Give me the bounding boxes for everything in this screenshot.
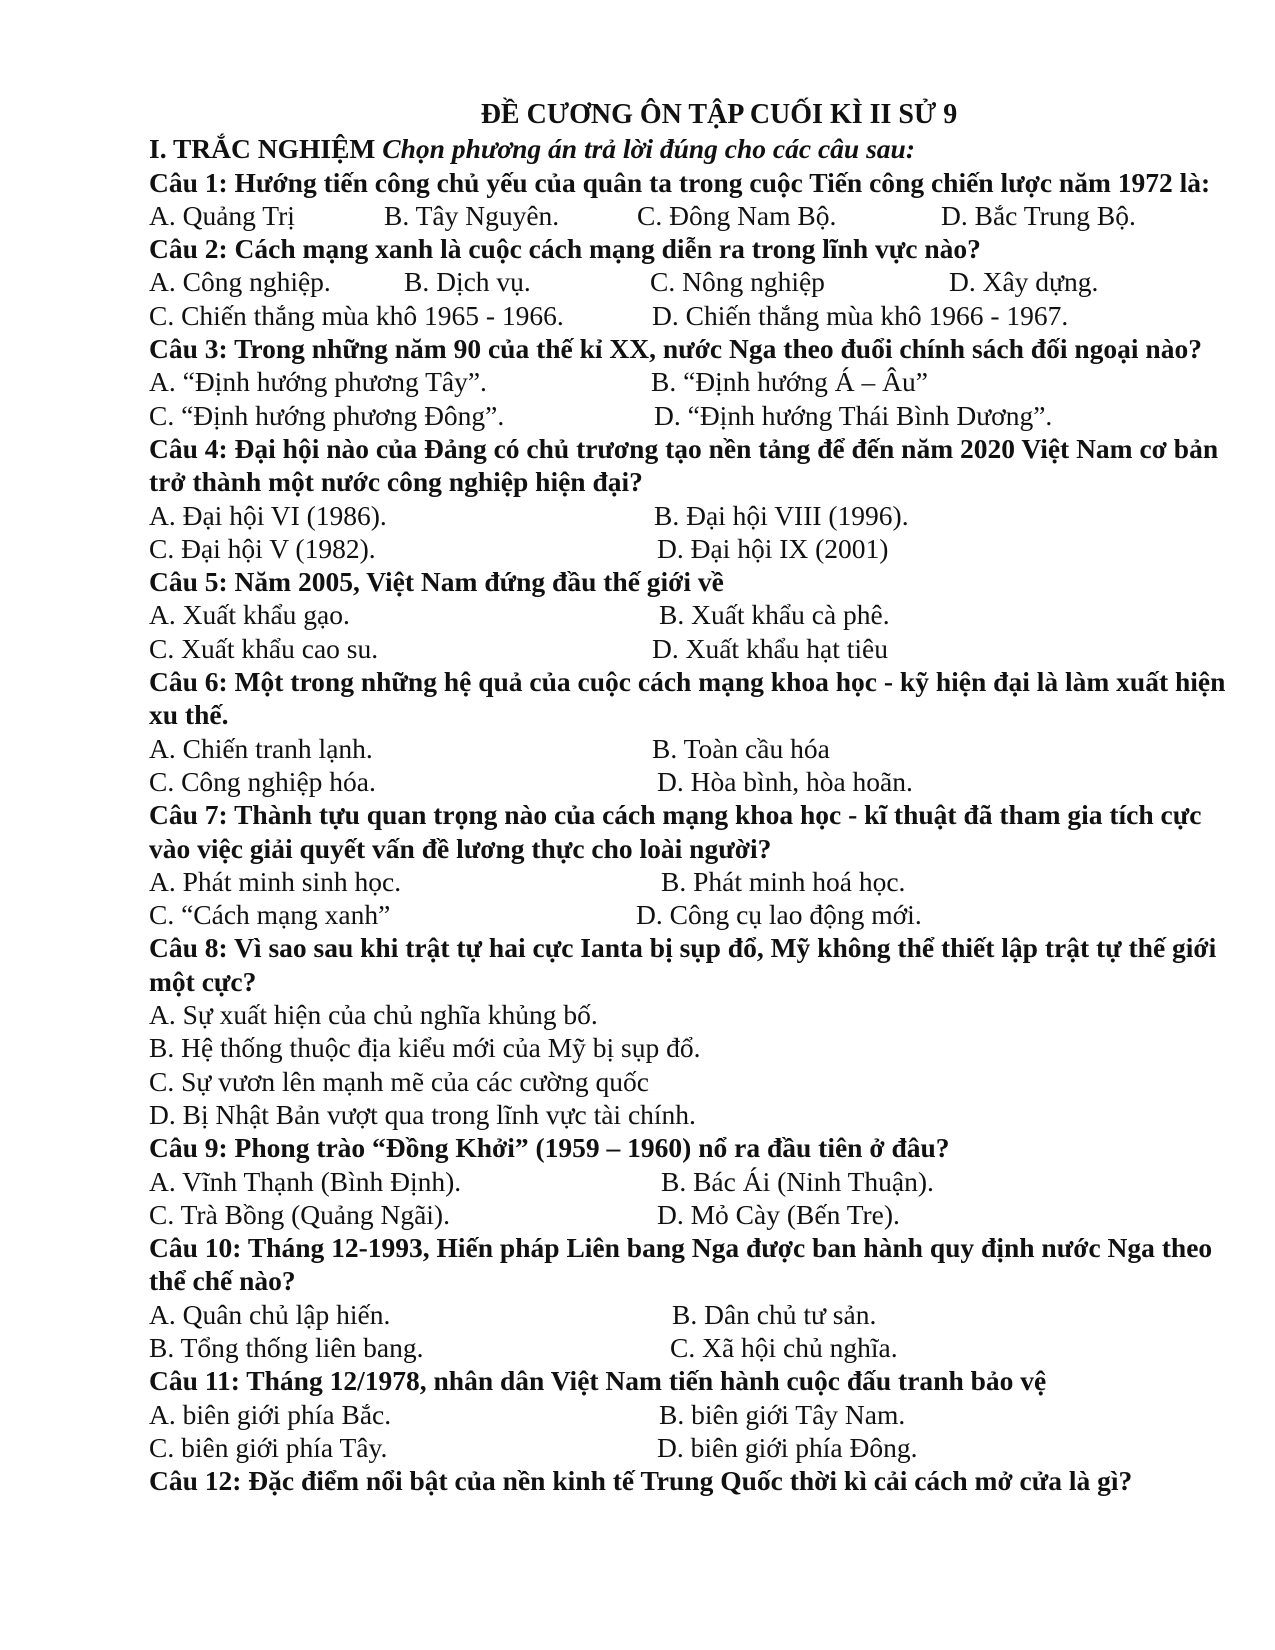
options-row — [149, 898, 1229, 931]
option: C. “Định hướng phương Đông”. — [149, 399, 505, 431]
option: B. Dân chủ tư sản. — [672, 1298, 877, 1330]
option: C. “Cách mạng xanh” — [149, 899, 391, 931]
options-row — [149, 265, 1229, 298]
option: B. Bác Ái (Ninh Thuận). — [661, 1165, 934, 1197]
option: B. Dịch vụ. — [404, 266, 531, 298]
option: D. Bắc Trung Bộ. — [941, 199, 1136, 231]
option: D. biên giới phía Đông. — [657, 1431, 918, 1463]
option: C. Nông nghiệp — [650, 266, 825, 298]
option: A. Quân chủ lập hiến. — [149, 1298, 391, 1330]
option: B. Tổng thống liên bang. — [149, 1331, 424, 1363]
options-row — [149, 1165, 1229, 1198]
options-row — [149, 199, 1229, 232]
question-7: Câu 7: Thành tựu quan trọng nào của cách mạng khoa học - kĩ thuật đã tham gia tích cực vào việc giải quyết vấn đề lương thực cho loài người? — [149, 799, 1202, 864]
option: C. Sự vươn lên mạnh mẽ của các cường quốc — [149, 1065, 649, 1097]
option: A. Chiến tranh lạnh. — [149, 732, 373, 764]
document-title: ĐỀ CƯƠNG ÔN TẬP CUỐI KÌ II SỬ 9 — [480, 99, 958, 130]
option: A. Vĩnh Thạnh (Bình Định). — [149, 1165, 462, 1197]
question-6: Câu 6: Một trong những hệ quả của cuộc cách mạng khoa học - kỹ hiện đại là làm xuất hiện xu thế. — [149, 666, 1226, 731]
option: D. Đại hội IX (2001) — [657, 532, 889, 564]
option: B. biên giới Tây Nam. — [659, 1398, 906, 1430]
option: A. Xuất khẩu gạo. — [149, 599, 350, 631]
section-instruction: Chọn phương án trả lời đúng cho các câu sau: — [382, 133, 915, 165]
option: D. Hòa bình, hòa hoãn. — [657, 765, 913, 797]
option: A. Quảng Trị — [149, 199, 295, 231]
question-9: Câu 9: Phong trào “Đồng Khởi” (1959 – 1960) nổ ra đầu tiên ở đâu? — [149, 1132, 950, 1164]
options-row — [149, 365, 1229, 398]
options-row — [149, 1198, 1229, 1231]
option: D. Xuất khẩu hạt tiêu — [652, 632, 888, 664]
option: D. Xây dựng. — [949, 266, 1099, 298]
option: C. Đông Nam Bộ. — [637, 199, 837, 231]
option: D. “Định hướng Thái Bình Dương”. — [654, 399, 1053, 431]
option: B. Tây Nguyên. — [384, 199, 560, 231]
option: D. Mỏ Cày (Bến Tre). — [657, 1198, 900, 1230]
option: D. Chiến thắng mùa khô 1966 - 1967. — [652, 299, 1069, 331]
option: B. Đại hội VIII (1996). — [654, 499, 909, 531]
option: D. Công cụ lao động mới. — [636, 899, 922, 931]
option: A. “Định hướng phương Tây”. — [149, 366, 487, 398]
options-row — [149, 299, 1229, 332]
question-11: Câu 11: Tháng 12/1978, nhân dân Việt Nam tiến hành cuộc đấu tranh bảo vệ — [149, 1365, 1047, 1397]
option: A. Đại hội VI (1986). — [149, 499, 387, 531]
option: C. Công nghiệp hóa. — [149, 765, 376, 797]
options-row — [149, 632, 1229, 665]
options-row — [149, 732, 1229, 765]
options-row — [149, 1331, 1229, 1364]
options-row — [149, 1398, 1229, 1431]
question-2: Câu 2: Cách mạng xanh là cuộc cách mạng diễn ra trong lĩnh vực nào? — [149, 233, 981, 265]
option: C. Đại hội V (1982). — [149, 532, 376, 564]
option: C. Trà Bồng (Quảng Ngãi). — [149, 1198, 450, 1230]
option: B. Hệ thống thuộc địa kiểu mới của Mỹ bị sụp đổ. — [149, 1032, 701, 1064]
options-row — [149, 399, 1229, 432]
option: C. Xã hội chủ nghĩa. — [670, 1331, 898, 1363]
option: B. “Định hướng Á – Âu” — [651, 366, 928, 398]
section-heading: I. TRẮC NGHIỆM — [149, 133, 376, 165]
document-page — [149, 98, 1229, 1497]
options-row — [149, 598, 1229, 631]
options-row — [149, 865, 1229, 898]
options-row — [149, 1431, 1229, 1464]
option: C. biên giới phía Tây. — [149, 1431, 388, 1463]
question-10: Câu 10: Tháng 12-1993, Hiến pháp Liên bang Nga được ban hành quy định nước Nga theo thể chế nào? — [149, 1232, 1213, 1297]
option: B. Xuất khẩu cà phê. — [659, 599, 890, 631]
options-row — [149, 532, 1229, 565]
section-header — [149, 132, 1229, 165]
question-12: Câu 12: Đặc điểm nổi bật của nền kinh tế Trung Quốc thời kì cải cách mở cửa là gì? — [149, 1465, 1133, 1497]
options-row — [149, 1298, 1229, 1331]
options-row — [149, 499, 1229, 532]
question-8: Câu 8: Vì sao sau khi trật tự hai cực Ianta bị sụp đổ, Mỹ không thể thiết lập trật tự thế giới một cực? — [149, 932, 1217, 997]
option: A. Công nghiệp. — [149, 266, 331, 298]
option: B. Toàn cầu hóa — [652, 732, 830, 764]
question-4: Câu 4: Đại hội nào của Đảng có chủ trương tạo nền tảng để đến năm 2020 Việt Nam cơ bản trở thành một nước công nghiệp hiện đại? — [149, 432, 1219, 498]
option: A. Phát minh sinh học. — [149, 865, 402, 897]
option: D. Bị Nhật Bản vượt qua trong lĩnh vực tài chính. — [149, 1098, 696, 1130]
question-5: Câu 5: Năm 2005, Việt Nam đứng đầu thế giới về — [149, 566, 724, 598]
option: A. Sự xuất hiện của chủ nghĩa khủng bố. — [149, 999, 598, 1031]
options-row — [149, 765, 1229, 798]
option: A. biên giới phía Bắc. — [149, 1398, 392, 1430]
question-1: Câu 1: Hướng tiến công chủ yếu của quân ta trong cuộc Tiến công chiến lược năm 1972 là: — [149, 166, 1211, 198]
question-3: Câu 3: Trong những năm 90 của thế kỉ XX, nước Nga theo đuổi chính sách đối ngoại nào? — [149, 333, 1202, 365]
option: C. Chiến thắng mùa khô 1965 - 1966. — [149, 299, 564, 331]
option: C. Xuất khẩu cao su. — [149, 632, 379, 664]
option: B. Phát minh hoá học. — [661, 865, 906, 897]
